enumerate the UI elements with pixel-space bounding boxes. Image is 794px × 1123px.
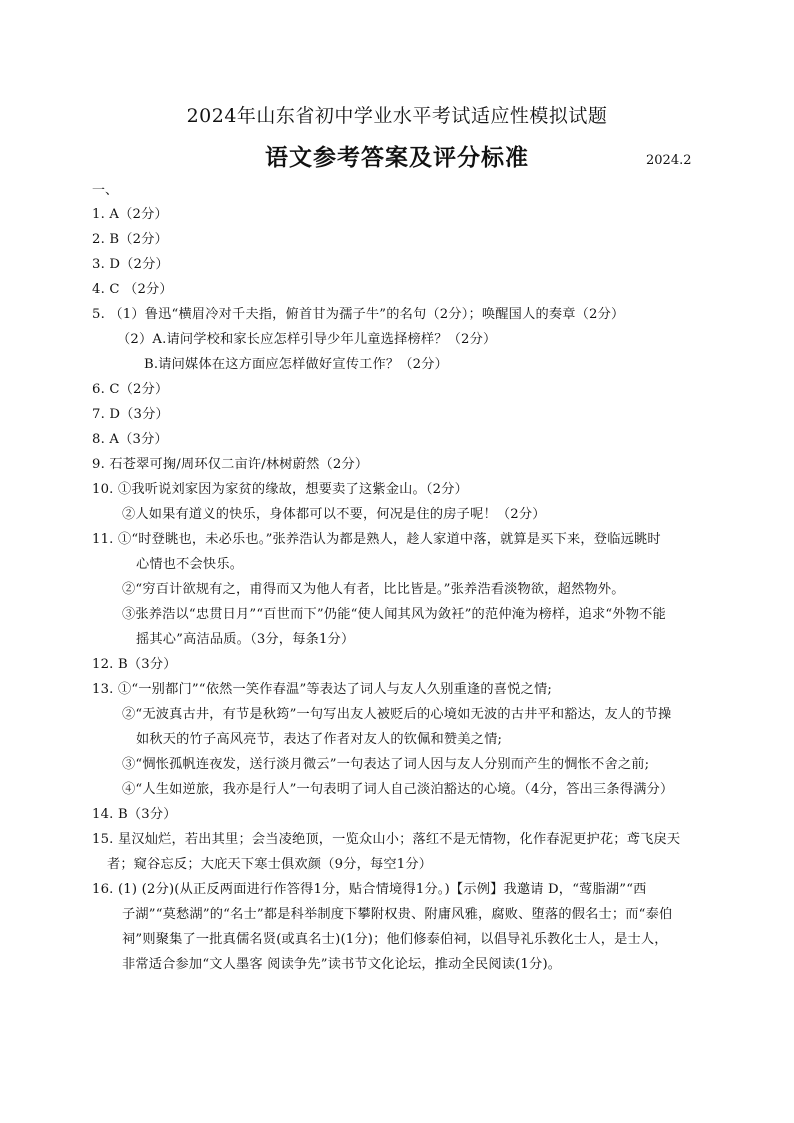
- answer-line-3: 3. D（2分）: [92, 257, 169, 272]
- answer-line-16-1: 16. (1) (2分)(从正反两面进行作答得1分，贴合情境得1分。)【示例】我邀请 D，“莺脂湖”“西: [92, 882, 647, 897]
- answer-line-8: 8. A（3分）: [92, 432, 168, 447]
- answer-line-10-1: 10. ①我听说刘家因为家贫的缘故，想要卖了这紫金山。（2分）: [92, 482, 469, 497]
- answer-line-11-3: ③张养浩以“忠贯日月”“百世而下”仍能“使人闻其风为敛衽”的范仲淹为榜样，追求“外物不能: [122, 607, 666, 622]
- answer-line-15: 15. 星汉灿烂，若出其里；会当凌绝顶，一览众山小；落红不是无情物，化作春泥更护花；鸢飞戾天: [92, 832, 681, 847]
- answer-line-11-1: 11. ①“时登眺也，未必乐也。”张养浩认为都是熟人，趁人家道中落，就算是买下来，登临远眺时: [92, 532, 661, 547]
- answer-line-13-1: 13. ①“一别都门”“依然一笑作春温”等表达了词人与友人久别重逢的喜悦之情;: [92, 682, 552, 697]
- answer-line-5-1: 5. （1）鲁迅“横眉冷对千夫指，俯首甘为孺子牛”的名句（2分）；唤醒国人的奏章（2分）: [92, 307, 625, 322]
- answer-line-5-2b: B.请问媒体在这方面应怎样做好宣传工作？（2分）: [144, 357, 449, 372]
- answer-line-12: 12. B（3分）: [92, 657, 177, 672]
- answer-line-9: 9. 石苍翠可掬/周环仅二亩许/林树蔚然（2分）: [92, 457, 369, 472]
- answer-key-title: 语文参考答案及评分标准: [265, 145, 529, 171]
- answer-line-2: 2. B（2分）: [92, 232, 169, 247]
- answer-line-15-cont: 者；窥谷忘反；大庇天下寒士俱欢颜（9分，每空1分）: [107, 857, 433, 872]
- answer-line-7: 7. D（3分）: [92, 407, 169, 422]
- answer-line-16-1-cont-a: 子湖”“莫愁湖”的“名士”都是科举制度下攀附权贵、附庸风雅，腐败、堕落的假名士；而“泰伯: [122, 907, 673, 922]
- exam-date: 2024.2: [646, 153, 692, 168]
- exam-title: 2024年山东省初中学业水平考试适应性模拟试题: [186, 105, 608, 127]
- answer-line-11-1-cont: 心情也不会快乐。: [136, 557, 244, 572]
- answer-line-14: 14. B（3分）: [92, 807, 177, 822]
- answer-line-16-1-cont-c: 非常适合参加“文人墨客 阅读争先”读书节文化论坛，推动全民阅读(1分)。: [122, 957, 562, 972]
- answer-line-11-2: ②“穷百计欲规有之，甫得而又为他人有者，比比皆是。”张养浩看淡物欲，超然物外。: [122, 582, 625, 597]
- answer-line-10-2: ②人如果有道义的快乐，身体都可以不要，何况是住的房子呢！（2分）: [122, 507, 546, 522]
- answer-line-5-2a: （2）A.请问学校和家长应怎样引导少年儿童选择榜样？（2分）: [117, 332, 497, 347]
- answer-line-13-3: ③“惆怅孤帆连夜发，送行淡月微云”一句表达了词人因与友人分别而产生的惆怅不舍之前;: [122, 757, 650, 772]
- answer-line-1: 1. A（2分）: [92, 207, 168, 222]
- section-label: 一、: [92, 183, 119, 198]
- answer-line-13-2-cont: 如秋天的竹子高风亮节，表达了作者对友人的钦佩和赞美之情;: [136, 732, 503, 747]
- answer-line-16-1-cont-b: 祠”则聚集了一批真儒名贤(或真名士)(1分)；他们修泰伯祠，以倡导礼乐教化士人，是士人，: [122, 932, 668, 947]
- answer-line-13-4: ④“人生如逆旅，我亦是行人”一句表明了词人自己淡泊豁达的心境。（4分，答出三条得满分）: [122, 782, 674, 797]
- answer-line-6: 6. C（2分）: [92, 382, 169, 397]
- answer-line-4: 4. C （2分）: [92, 282, 173, 297]
- answer-line-11-3-cont: 摇其心”高洁品质。（3分，每条1分）: [136, 632, 355, 647]
- answer-line-13-2: ②“无波真古井，有节是秋筠”一句写出友人被贬后的心境如无波的古井平和豁达，友人的节操: [122, 707, 672, 722]
